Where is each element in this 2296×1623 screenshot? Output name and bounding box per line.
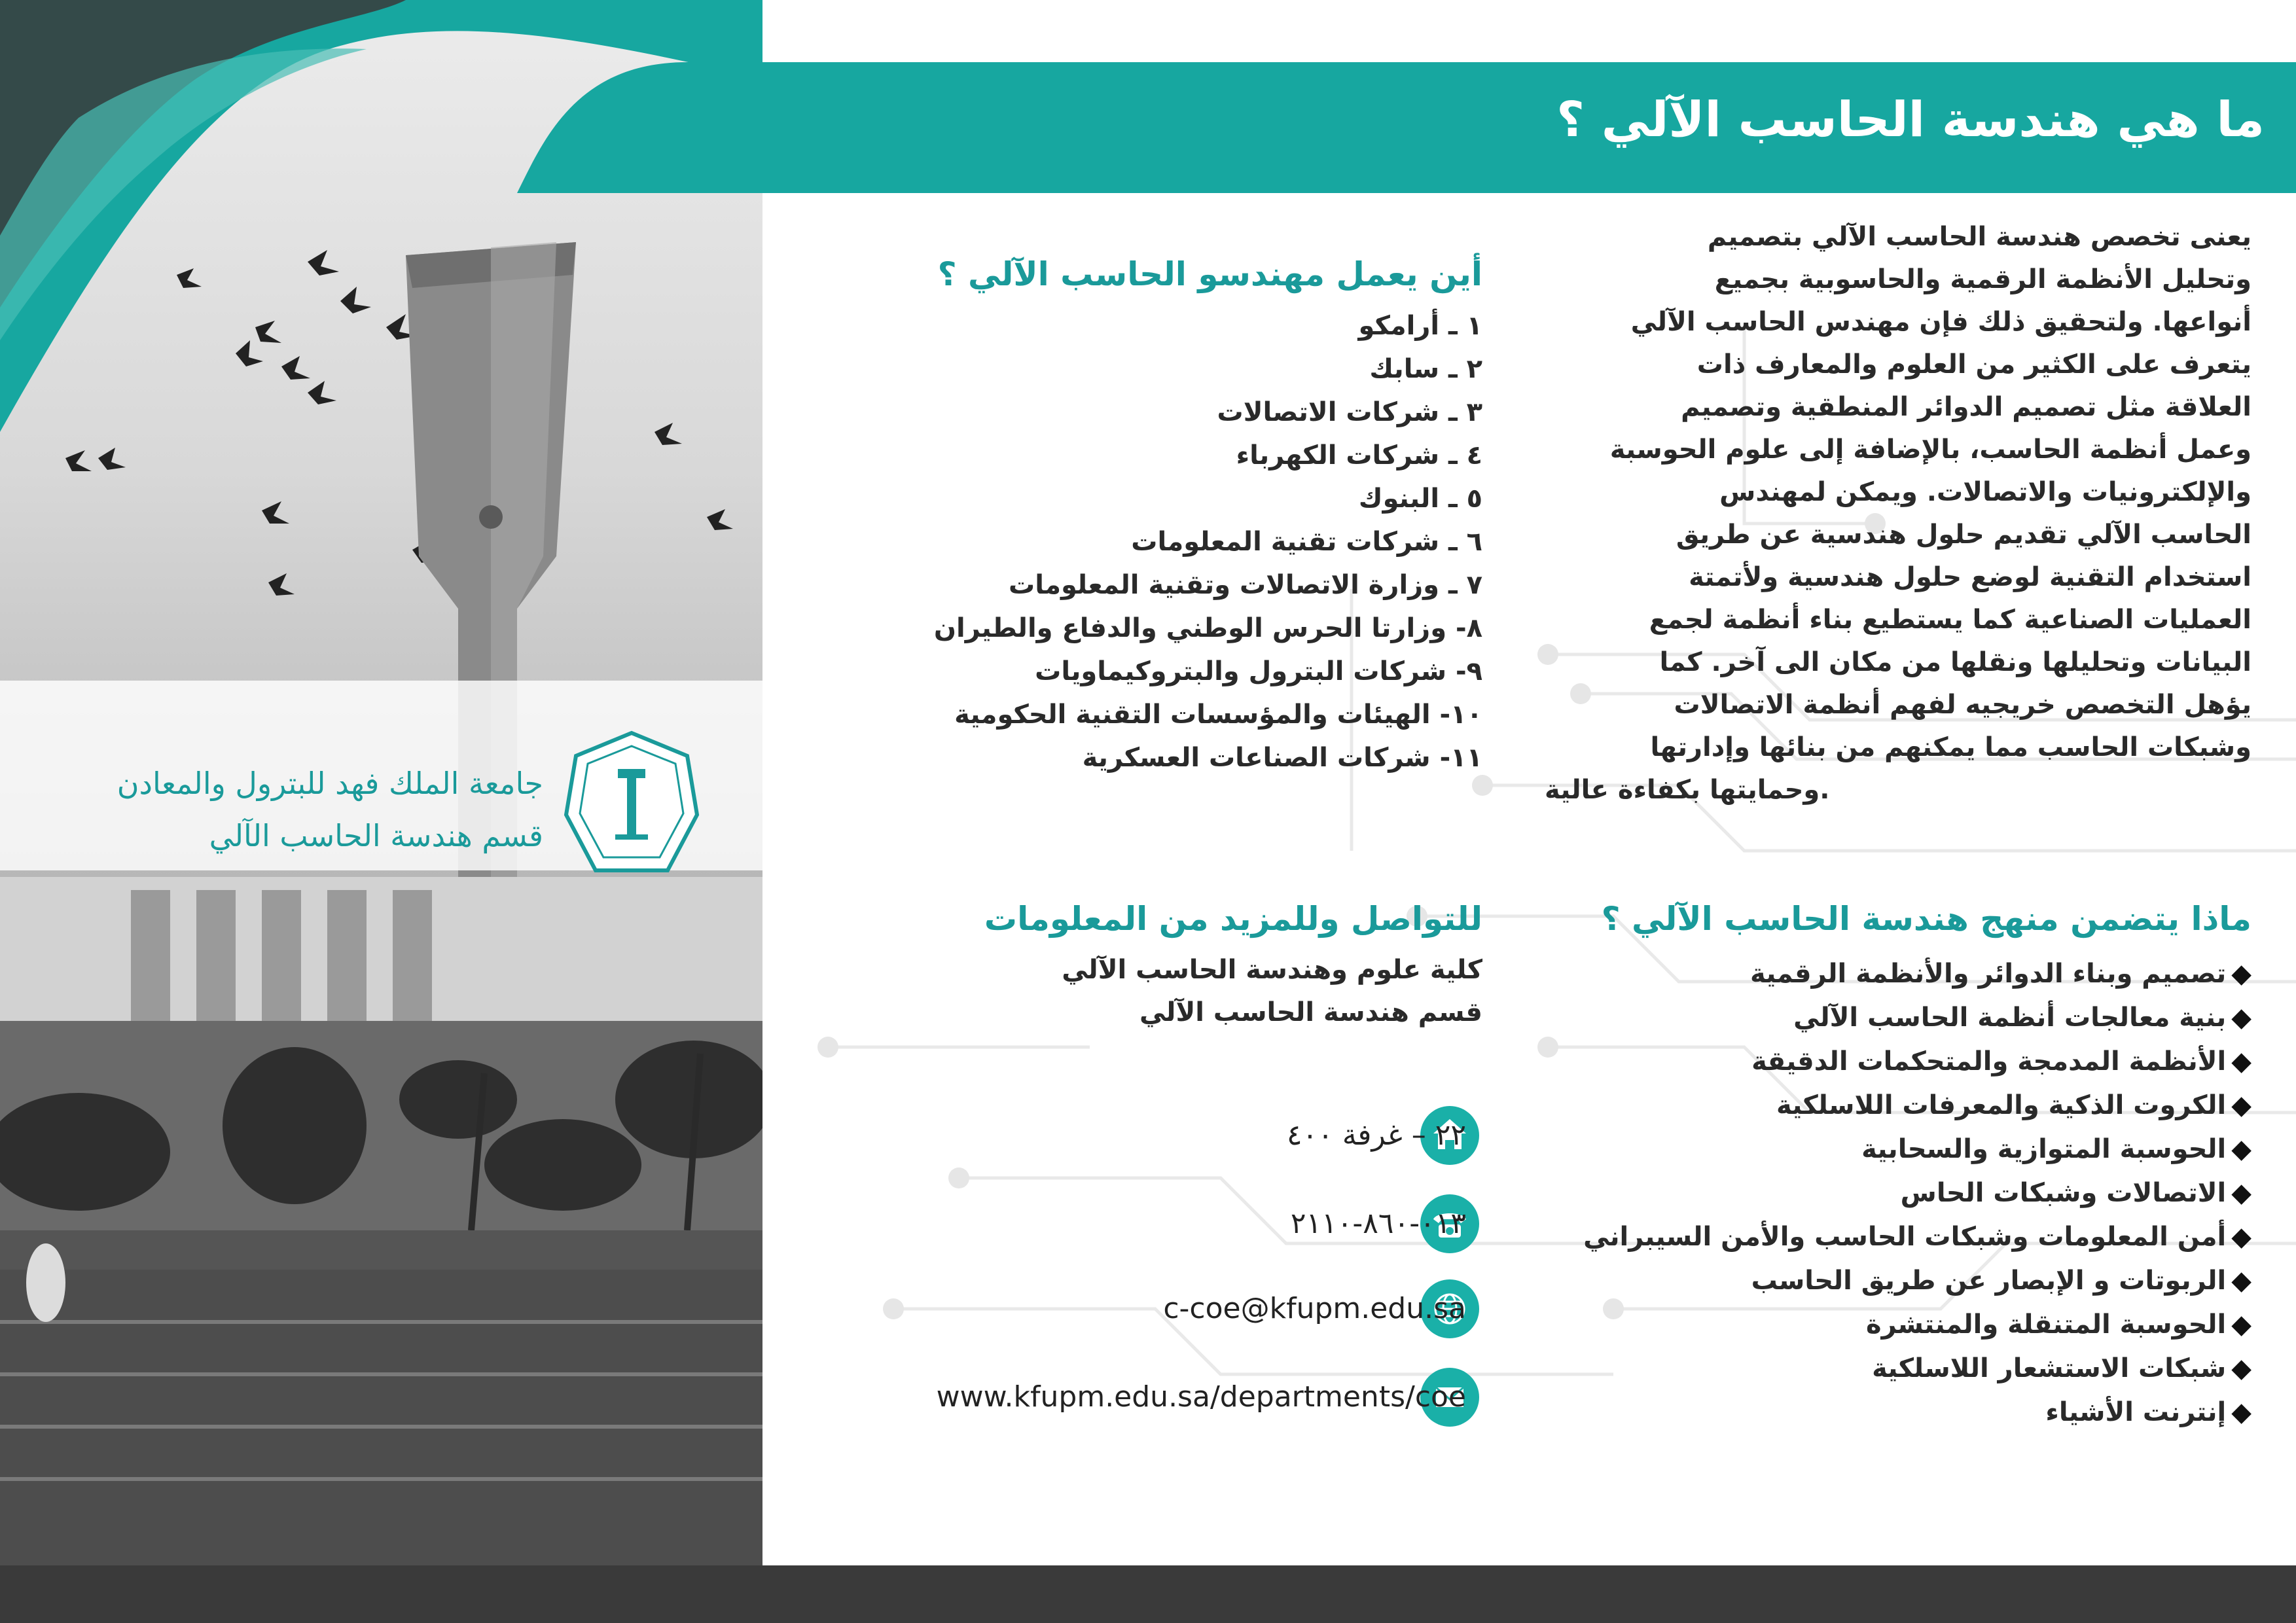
- intro-line: يعنى تخصص هندسة الحاسب الآلي بتصميم: [1707, 222, 2251, 252]
- employer-item: ١١- شركات الصناعات العسكرية: [1082, 743, 1482, 773]
- employer-item: ١٠- الهيئات والمؤسسات التقنية الحكومية: [954, 700, 1482, 730]
- employer-item: ٥ ـ البنوك: [1358, 484, 1482, 514]
- diamond-bullet-icon: ◆: [2231, 1178, 2251, 1208]
- curriculum-item: ◆الكروت الذكية والمعرفات اللاسلكية: [1776, 1090, 2251, 1120]
- department-name: قسم هندسة الحاسب الآلي: [209, 818, 543, 853]
- intro-line: وعمل أنظمة الحاسب، بالإضافة إلى علوم الحوسبة: [1609, 435, 2251, 465]
- contact-college: كلية علوم وهندسة الحاسب الآلي: [1062, 955, 1482, 985]
- diamond-bullet-icon: ◆: [2231, 1003, 2251, 1033]
- contact-heading: للتواصل وللمزيد من المعلومات: [984, 900, 1482, 938]
- contact-website[interactable]: [864, 1368, 1545, 1427]
- employer-item: ٩- شركات البترول والبتروكيماويات: [1035, 656, 1482, 687]
- diamond-bullet-icon: ◆: [2231, 1266, 2251, 1296]
- employers-heading: أين يعمل مهندسو الحاسب الآلي ؟: [937, 255, 1482, 293]
- diamond-bullet-icon: ◆: [2231, 1397, 2251, 1427]
- university-name: جامعة الملك فهد للبترول والمعادن: [117, 766, 543, 801]
- curriculum-item: ◆شبكات الاستشعار اللاسلكية: [1872, 1353, 2251, 1383]
- intro-line: والإلكترونيات والاتصالات. ويمكن لمهندس: [1719, 477, 2251, 507]
- employer-item: ٨- وزارتا الحرس الوطني والدفاع والطيران: [933, 613, 1482, 643]
- contact-department: قسم هندسة الحاسب الآلي: [1139, 997, 1482, 1027]
- diamond-bullet-icon: ◆: [2231, 1353, 2251, 1383]
- intro-line: البيانات وتحليلها ونقلها من مكان الى آخر. كما: [1659, 647, 2251, 677]
- diamond-bullet-icon: ◆: [2231, 1046, 2251, 1077]
- curriculum-item: ◆تصميم وبناء الدوائر والأنظمة الرقمية: [1749, 959, 2251, 989]
- employer-item: ٢ ـ سابك: [1369, 354, 1482, 384]
- diamond-bullet-icon: ◆: [2231, 1090, 2251, 1120]
- employer-item: ٤ ـ شركات الكهرباء: [1236, 440, 1482, 471]
- phone-text: ٠١٣-٨٦٠-٢١١٠: [1290, 1207, 1466, 1240]
- curriculum-item: ◆إنترنت الأشياء: [2045, 1397, 2251, 1427]
- curriculum-list: [1505, 952, 2251, 1435]
- address-text: ٢٢ – غرفة ٤٠٠: [1286, 1118, 1466, 1152]
- curriculum-item: ◆الحوسبة المتوازية والسحابية: [1861, 1134, 2251, 1164]
- contact-address: [864, 1106, 1545, 1165]
- diamond-bullet-icon: ◆: [2231, 959, 2251, 989]
- university-logo: [563, 730, 700, 880]
- campus-scene: [0, 825, 762, 1565]
- employer-item: ٧ ـ وزارة الاتصالات وتقنية المعلومات: [1009, 570, 1482, 600]
- intro-line: يؤهل التخصص خريجيه لفهم أنظمة الاتصالات: [1674, 690, 2251, 720]
- intro-line: وتحليل الأنظمة الرقمية والحاسوبية بجميع: [1714, 264, 2251, 294]
- curriculum-item: ◆أمن المعلومات وشبكات الحاسب والأمن السيبراني: [1583, 1222, 2251, 1252]
- intro-line: الحاسب الآلي تقديم حلول هندسية عن طريق: [1676, 520, 2251, 550]
- curriculum-item: ◆الحوسبة المتنقلة والمنتشرة: [1865, 1310, 2251, 1340]
- curriculum-item: ◆الأنظمة المدمجة والمتحكمات الدقيقة: [1751, 1046, 2251, 1077]
- diamond-bullet-icon: ◆: [2231, 1310, 2251, 1340]
- page-title: ما هي هندسة الحاسب الآلي ؟: [1556, 92, 2265, 148]
- website-text[interactable]: www.kfupm.edu.sa/departments/coe: [936, 1380, 1466, 1414]
- employer-item: ٣ ـ شركات الاتصالات: [1217, 397, 1482, 427]
- curriculum-item: ◆الربوتات و الإبصار عن طريق الحاسب: [1751, 1266, 2251, 1296]
- employer-item: ١ ـ أرامكو: [1358, 311, 1482, 341]
- contact-phone: [864, 1194, 1545, 1253]
- intro-line: يتعرف على الكثير من العلوم والمعارف ذات: [1696, 349, 2251, 380]
- employer-item: ٦ ـ شركات تقنية المعلومات: [1131, 527, 1482, 557]
- diamond-bullet-icon: ◆: [2231, 1222, 2251, 1252]
- employers-list: [818, 304, 1482, 779]
- intro-line: .وحمايتها بكفاءة عالية: [1545, 775, 1830, 805]
- curriculum-item: ◆الاتصالات وشبكات الحاس: [1900, 1178, 2251, 1208]
- intro-line: أنواعها. ولتحقيق ذلك فإن مهندس الحاسب الآلي: [1630, 307, 2251, 337]
- email-text[interactable]: c-coe@kfupm.edu.sa: [1163, 1292, 1466, 1325]
- bottom-bar: [0, 1565, 2296, 1623]
- campus-photo: [0, 0, 762, 1565]
- diamond-bullet-icon: ◆: [2231, 1134, 2251, 1164]
- curriculum-heading: ماذا يتضمن منهج هندسة الحاسب الآلي ؟: [1601, 900, 2251, 938]
- intro-line: وشبكات الحاسب مما يمكنهم من بنائها وإدارتها: [1650, 732, 2251, 762]
- intro-paragraph: [1545, 216, 2251, 812]
- intro-line: العمليات الصناعية كما يستطيع بناء أنظمة لجمع: [1649, 605, 2251, 635]
- curriculum-item: ◆بنية معالجات أنظمة الحاسب الآلي: [1793, 1003, 2251, 1033]
- intro-line: استخدام التقنية لوضع حلول هندسية ولأتمتة: [1689, 562, 2251, 592]
- contact-email[interactable]: [864, 1279, 1545, 1338]
- intro-line: العلاقة مثل تصميم الدوائر المنطقية وتصميم: [1681, 392, 2251, 422]
